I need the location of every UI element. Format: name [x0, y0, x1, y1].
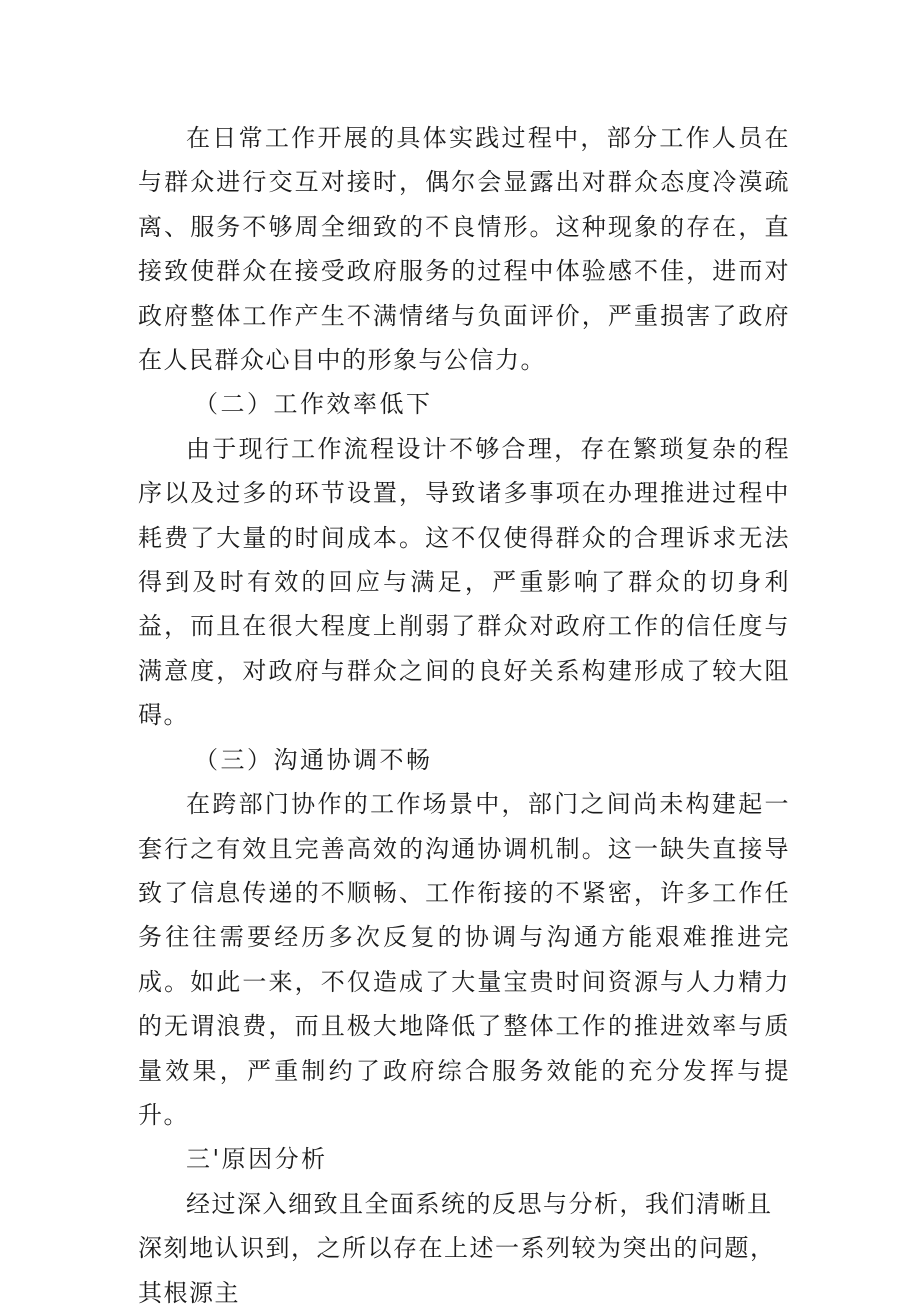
document-body: [138, 116, 790, 1315]
paragraph-work-efficiency: 由于现行工作流程设计不够合理，存在繁琐复杂的程序以及过多的环节设置，导致诸多事项在办理推进过程中耗费了大量的时间成本。这不仅使得群众的合理诉求无法得到及时有效的回应与满足，严重影响了群众的切身利益，而且在很大程度上削弱了群众对政府工作的信任度与满意度，对政府与群众之间的良好关系构建形成了较大阻碍。: [138, 434, 790, 730]
paragraph-communication: 在跨部门协作的工作场景中，部门之间尚未构建起一套行之有效且完善高效的沟通协调机制。这一缺失直接导致了信息传递的不顺畅、工作衔接的不紧密，许多工作任务往往需要经历多次反复的协调与沟通方能艰难推进完成。如此一来，不仅造成了大量宝贵时间资源与人力精力的无谓浪费，而且极大地降低了整体工作的推进效率与质量效果，严重制约了政府综合服务效能的充分发挥与提升。: [138, 790, 790, 1129]
heading-cause-analysis: 三'原因分析: [186, 1145, 328, 1174]
heading-communication: （三）沟通协调不畅: [194, 745, 433, 774]
paragraph-service-attitude: 在日常工作开展的具体实践过程中，部分工作人员在与群众进行交互对接时，偶尔会显露出对群众态度冷漠疏离、服务不够周全细致的不良情形。这种现象的存在，直接致使群众在接受政府服务的过程中体验感不佳，进而对政府整体工作产生不满情绪与负面评价，严重损害了政府在人民群众心目中的形象与公信力。: [138, 124, 790, 375]
paragraph-cause-analysis: 经过深入细致且全面系统的反思与分析，我们清晰且深刻地认识到，之所以存在上述一系列较为突出的问题，其根源主: [138, 1189, 776, 1307]
heading-work-efficiency: （二）工作效率低下: [194, 390, 433, 419]
